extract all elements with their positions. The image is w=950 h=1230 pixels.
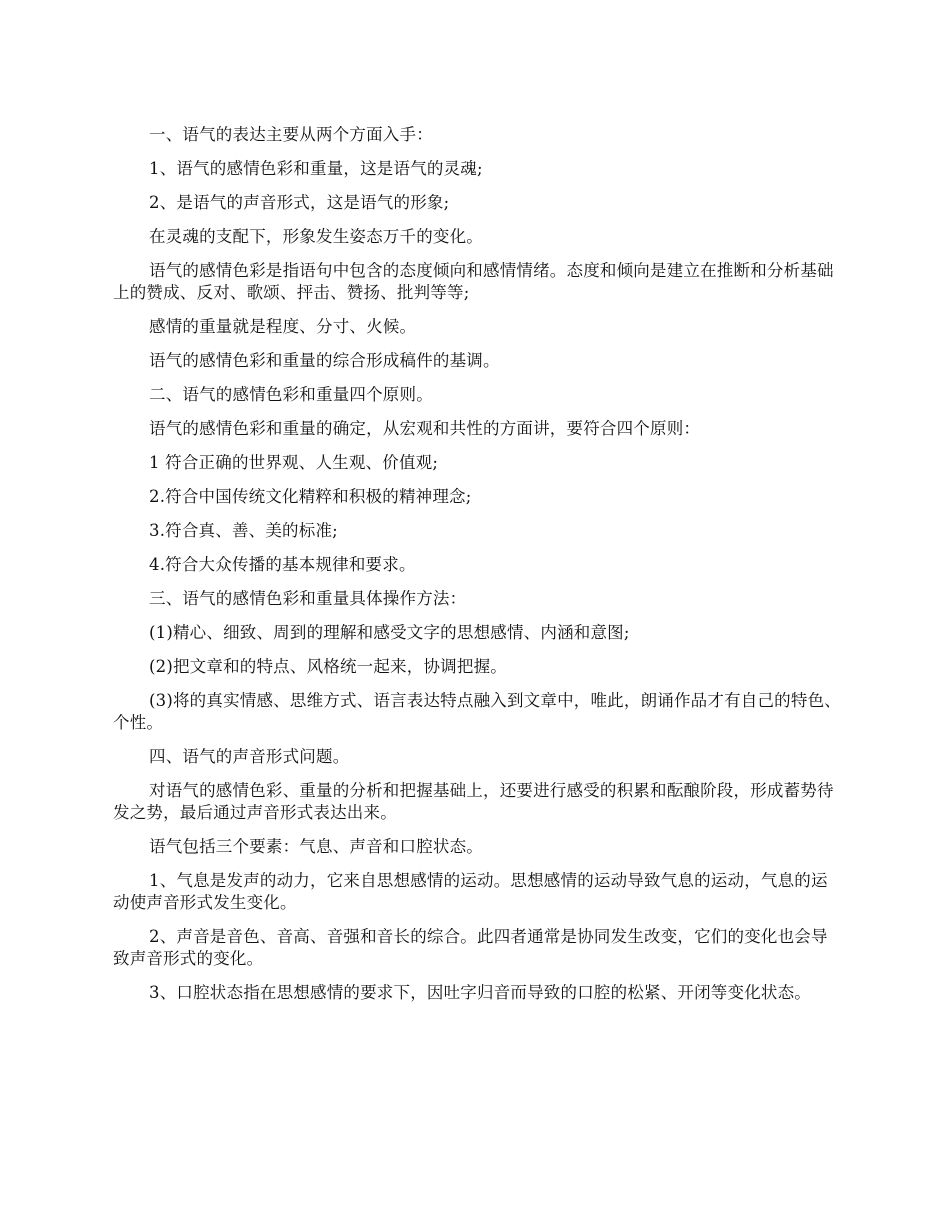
paragraph-heading-2: 二、语气的感情色彩和重量四个原则。 <box>149 385 433 404</box>
document-body <box>113 124 841 1016</box>
paragraph: 语气的感情色彩和重量的确定，从宏观和共性的方面讲，要符合四个原则： <box>149 419 701 438</box>
paragraph: 2、声音是音色、音高、音强和音长的综合。此四者通常是协同发生改变，它们的变化也会导致声音形式的变化。 <box>113 927 828 968</box>
paragraph-heading-3: 三、语气的感情色彩和重量具体操作方法： <box>149 589 467 608</box>
paragraph: 4.符合大众传播的基本规律和要求。 <box>149 555 416 574</box>
paragraph: (3)将的真实情感、思维方式、语言表达特点融入到文章中，唯此，朗诵作品才有自己的特色、个性。 <box>113 691 841 732</box>
paragraph: 3、口腔状态指在思想感情的要求下，因吐字归音而导致的口腔的松紧、开闭等变化状态。 <box>149 983 811 1002</box>
paragraph: (1)精心、细致、周到的理解和感受文字的思想感情、内涵和意图; <box>149 623 630 642</box>
paragraph: 语气的感情色彩和重量的综合形成稿件的基调。 <box>149 351 500 370</box>
paragraph: (2)把文章和的特点、风格统一起来，协调把握。 <box>149 657 507 676</box>
paragraph: 1、气息是发声的动力，它来自思想感情的运动。思想感情的运动导致气息的运动，气息的运动使声音形式发生变化。 <box>113 871 828 912</box>
paragraph-heading-4: 四、语气的声音形式问题。 <box>149 747 350 766</box>
paragraph: 1、语气的感情色彩和重量，这是语气的灵魂; <box>149 159 483 178</box>
paragraph: 在灵魂的支配下，形象发生姿态万千的变化。 <box>149 227 483 246</box>
paragraph-heading-1: 一、语气的表达主要从两个方面入手： <box>149 125 433 144</box>
paragraph: 1 符合正确的世界观、人生观、价值观; <box>149 453 439 472</box>
paragraph: 语气包括三个要素：气息、声音和口腔状态。 <box>149 837 483 856</box>
paragraph: 感情的重量就是程度、分寸、火候。 <box>149 317 417 336</box>
paragraph: 对语气的感情色彩、重量的分析和把握基础上，还要进行感受的积累和酝酿阶段，形成蓄势待发之势，最后通过声音形式表达出来。 <box>113 781 834 822</box>
paragraph: 2、是语气的声音形式，这是语气的形象; <box>149 193 450 212</box>
paragraph: 3.符合真、善、美的标准; <box>149 521 338 540</box>
paragraph: 2.符合中国传统文化精粹和积极的精神理念; <box>149 487 472 506</box>
paragraph: 语气的感情色彩是指语句中包含的态度倾向和感情情绪。态度和倾向是建立在推断和分析基础上的赞成、反对、歌颂、抨击、赞扬、批判等等; <box>113 261 834 302</box>
